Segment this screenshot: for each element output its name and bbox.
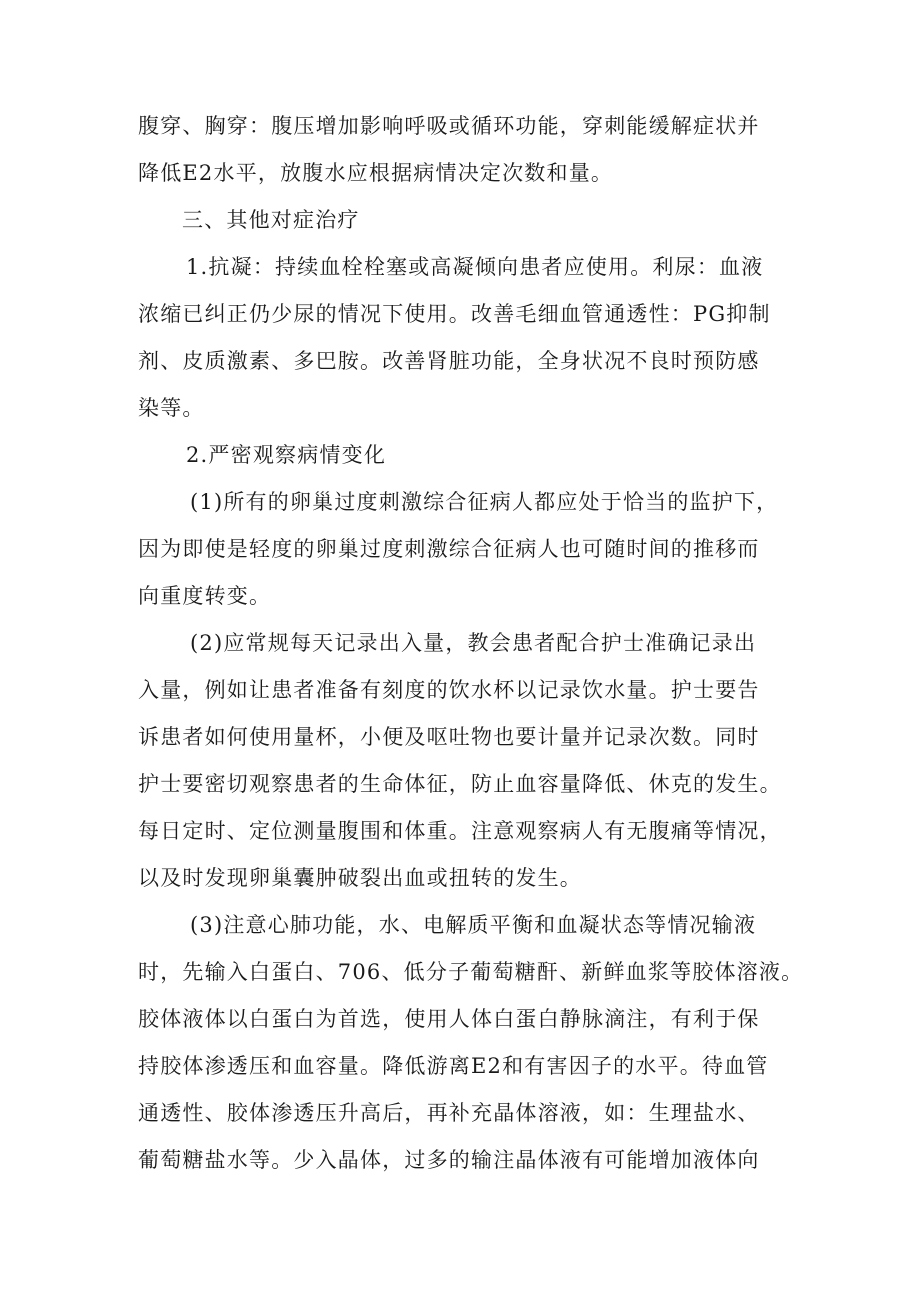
paragraph-line: 以及时发现卵巢囊肿破裂出血或扭转的发生。 — [138, 866, 582, 890]
paragraph-line: 因为即使是轻度的卵巢过度刺激综合征病人也可随时间的推移而 — [138, 537, 760, 561]
paragraph-line: 胶体液体以白蛋白为首选，使用人体白蛋白静脉滴注，有利于保 — [138, 1007, 760, 1031]
paragraph-line: 葡萄糖盐水等。少入晶体，过多的输注晶体液有可能增加液体向 — [138, 1148, 760, 1172]
paragraph-line: 时，先输入白蛋白、706、低分子葡萄糖酐、新鲜血浆等胶体溶液。 — [138, 960, 804, 984]
paragraph-line: 护士要密切观察患者的生命体征，防止血容量降低、休克的发生。 — [138, 772, 782, 796]
subsection-heading: 2.严密观察病情变化 — [186, 443, 387, 467]
paragraph-line: (2)应常规每天记录出入量，教会患者配合护士准确记录出 — [190, 631, 757, 655]
section-heading: 三、其他对症治疗 — [182, 208, 360, 232]
paragraph-line: 向重度转变。 — [138, 584, 272, 608]
paragraph-line: 诉患者如何使用量杯，小便及呕吐物也要计量并记录次数。同时 — [138, 725, 760, 749]
paragraph-line: 剂、皮质激素、多巴胺。改善肾脏功能，全身状况不良时预防感 — [138, 349, 760, 373]
paragraph-line: 入量，例如让患者准备有刻度的饮水杯以记录饮水量。护士要告 — [138, 678, 760, 702]
paragraph-line: 持胶体渗透压和血容量。降低游离E2和有害因子的水平。待血管 — [138, 1054, 769, 1078]
paragraph-line: (1)所有的卵巢过度刺激综合征病人都应处于恰当的监护下， — [190, 490, 779, 514]
paragraph-line: 通透性、胶体渗透压升高后，再补充晶体溶液，如：生理盐水、 — [138, 1101, 760, 1125]
paragraph-line: (3)注意心肺功能，水、电解质平衡和血凝状态等情况输液 — [190, 913, 757, 937]
paragraph-line: 降低E2水平，放腹水应根据病情决定次数和量。 — [138, 161, 614, 185]
paragraph-line: 染等。 — [138, 396, 205, 420]
paragraph-line: 每日定时、定位测量腹围和体重。注意观察病人有无腹痛等情况， — [138, 819, 782, 843]
paragraph-line: 浓缩已纠正仍少尿的情况下使用。改善毛细血管通透性：PG抑制 — [138, 302, 771, 326]
paragraph-line: 腹穿、胸穿：腹压增加影响呼吸或循环功能，穿刺能缓解症状并 — [138, 114, 760, 138]
paragraph-line: 1.抗凝：持续血栓栓塞或高凝倾向患者应使用。利尿：血液 — [186, 255, 764, 279]
